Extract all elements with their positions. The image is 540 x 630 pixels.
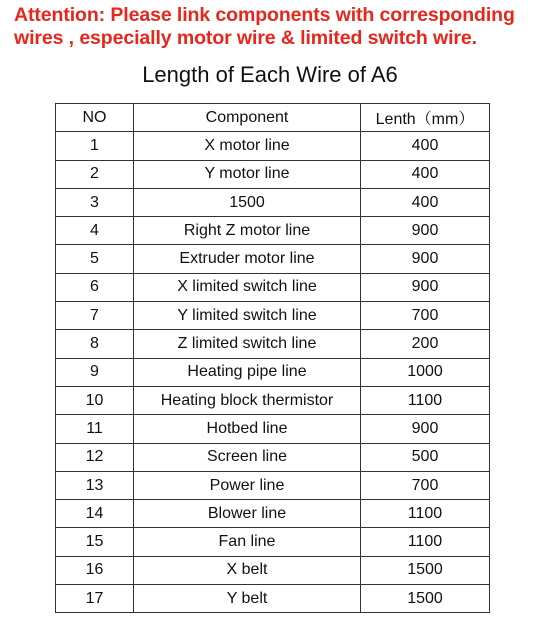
cell-no: 7 [56,302,134,330]
cell-component: Heating pipe line [134,358,361,386]
cell-no: 10 [56,386,134,414]
table-row [56,217,490,245]
cell-component: Hotbed line [134,415,361,443]
cell-no: 2 [56,160,134,188]
cell-component: 1500 [134,188,361,216]
cell-length: 900 [361,273,490,301]
table-row [56,245,490,273]
cell-no: 6 [56,273,134,301]
cell-length: 700 [361,302,490,330]
cell-no: 3 [56,188,134,216]
cell-length: 900 [361,217,490,245]
cell-component: Fan line [134,528,361,556]
cell-no: 16 [56,556,134,584]
table-row [56,556,490,584]
cell-component: Y motor line [134,160,361,188]
cell-component: Power line [134,471,361,499]
cell-component: Heating block thermistor [134,386,361,414]
table-row [56,386,490,414]
cell-component: Extruder motor line [134,245,361,273]
cell-length: 1100 [361,386,490,414]
cell-component: Screen line [134,443,361,471]
cell-no: 4 [56,217,134,245]
header-length: Lenth（mm） [361,104,490,132]
cell-component: Y belt [134,585,361,613]
table-row [56,132,490,160]
cell-component: X limited switch line [134,273,361,301]
cell-length: 400 [361,160,490,188]
cell-length: 1500 [361,556,490,584]
cell-length: 1500 [361,585,490,613]
cell-component: Z limited switch line [134,330,361,358]
cell-no: 15 [56,528,134,556]
cell-length: 900 [361,245,490,273]
cell-component: Right Z motor line [134,217,361,245]
table-row [56,160,490,188]
cell-component: X belt [134,556,361,584]
cell-no: 14 [56,500,134,528]
cell-no: 11 [56,415,134,443]
cell-component: Blower line [134,500,361,528]
table-row [56,443,490,471]
cell-component: X motor line [134,132,361,160]
table-header-row [56,104,490,132]
header-component: Component [134,104,361,132]
table-row [56,302,490,330]
wire-length-table [55,103,490,613]
table-row [56,415,490,443]
cell-length: 900 [361,415,490,443]
cell-length: 400 [361,188,490,216]
notice-line-2: wires , especially motor wire & limited switch wire. [14,27,477,49]
cell-length: 1000 [361,358,490,386]
cell-length: 400 [361,132,490,160]
table-row [56,500,490,528]
cell-no: 17 [56,585,134,613]
table-row [56,358,490,386]
table-row [56,585,490,613]
cell-no: 13 [56,471,134,499]
cell-no: 12 [56,443,134,471]
cell-length: 1100 [361,500,490,528]
cell-length: 1100 [361,528,490,556]
cell-length: 500 [361,443,490,471]
attention-notice [14,4,534,50]
table-row [56,273,490,301]
notice-line-1: Attention: Please link components with corresponding [14,4,515,26]
cell-component: Y limited switch line [134,302,361,330]
cell-length: 200 [361,330,490,358]
header-no: NO [56,104,134,132]
cell-length: 700 [361,471,490,499]
cell-no: 8 [56,330,134,358]
cell-no: 9 [56,358,134,386]
table-row [56,188,490,216]
cell-no: 1 [56,132,134,160]
table-row [56,528,490,556]
cell-no: 5 [56,245,134,273]
page-title: Length of Each Wire of A6 [142,62,398,87]
table-row [56,330,490,358]
table-row [56,471,490,499]
